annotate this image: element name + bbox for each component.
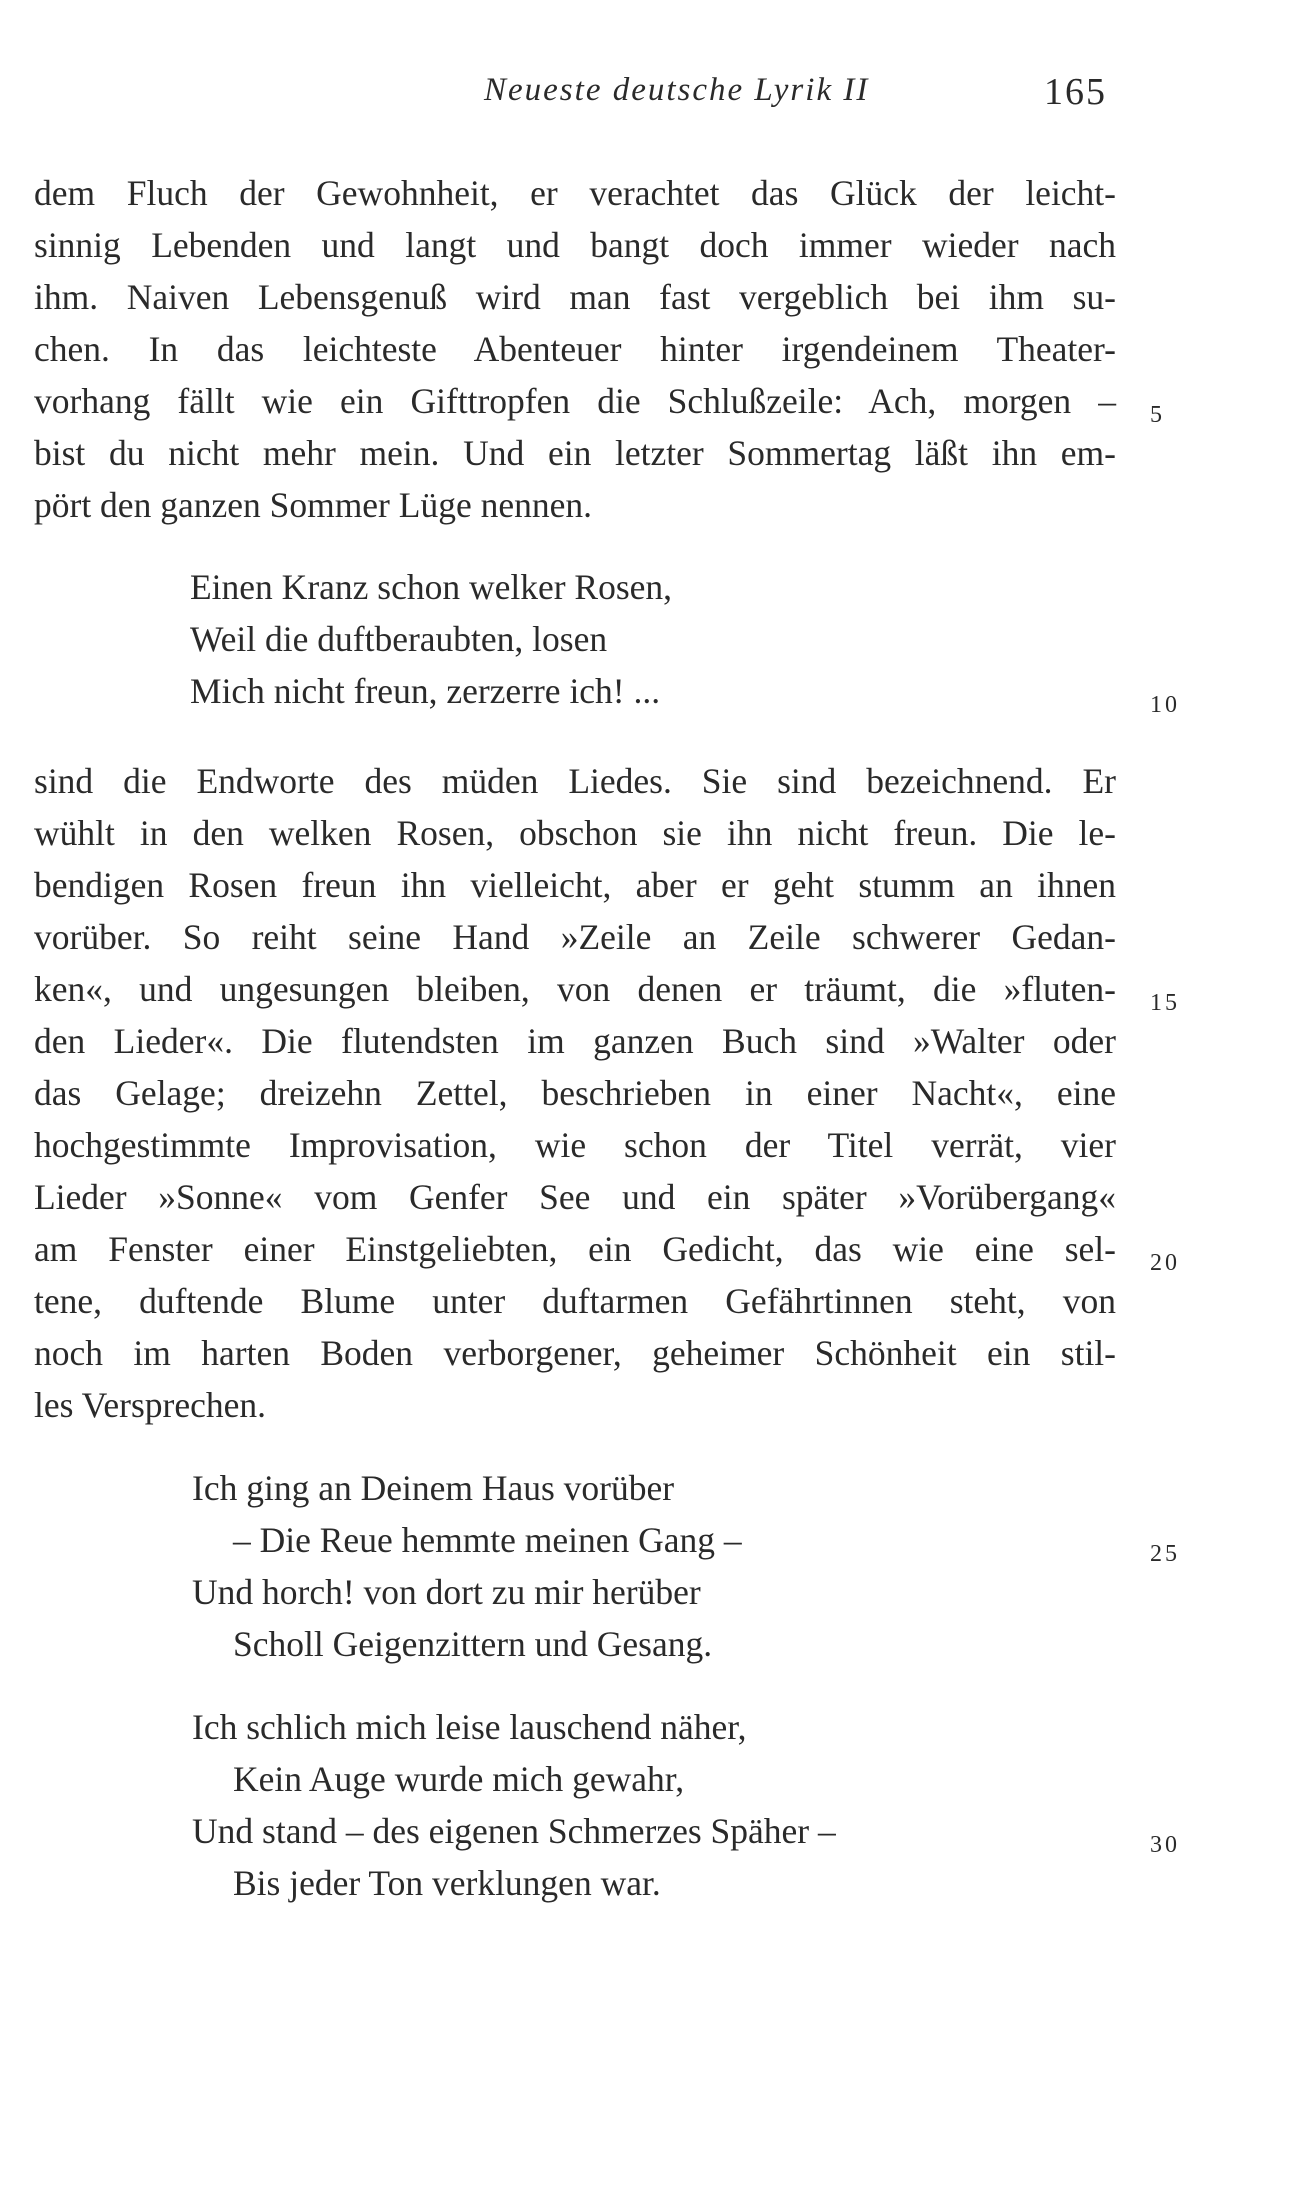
line-number: 25 (1150, 1541, 1180, 1567)
page-number: 165 (1044, 71, 1107, 113)
prose-line: bendigen Rosen freun ihn vielleicht, aber er geht stumm an ihnen (34, 865, 1116, 905)
verse-line: Scholl Geigenzittern und Gesang. (233, 1624, 713, 1664)
running-head: Neueste deutsche Lyrik II (484, 72, 870, 108)
prose-line: vorüber. So reiht seine Hand »Zeile an Zeile schwerer Gedan- (34, 917, 1116, 957)
verse-line: Weil die duftberaubten, losen (190, 619, 608, 659)
verse-line: – Die Reue hemmte meinen Gang – (233, 1520, 742, 1560)
line-number: 10 (1150, 692, 1180, 718)
prose-line: hochgestimmte Improvisation, wie schon der Titel verrät, vier (34, 1125, 1116, 1165)
prose-line: les Versprechen. (34, 1385, 266, 1425)
verse-line: Einen Kranz schon welker Rosen, (190, 567, 673, 607)
prose-line: noch im harten Boden verborgener, geheimer Schönheit ein stil- (34, 1333, 1116, 1373)
line-number: 15 (1150, 990, 1180, 1016)
prose-line: den Lieder«. Die flutendsten im ganzen Buch sind »Walter oder (34, 1021, 1116, 1061)
prose-line: tene, duftende Blume unter duftarmen Gefährtinnen steht, von (34, 1281, 1116, 1321)
prose-line: am Fenster einer Einstgeliebten, ein Gedicht, das wie eine sel- (34, 1229, 1116, 1269)
line-number: 5 (1150, 402, 1165, 428)
prose-line: wühlt in den welken Rosen, obschon sie ihn nicht freun. Die le- (34, 813, 1116, 853)
prose-line: bist du nicht mehr mein. Und ein letzter Sommertag läßt ihn em- (34, 433, 1116, 473)
line-number: 30 (1150, 1832, 1180, 1858)
verse-line: Mich nicht freun, zerzerre ich! ... (190, 671, 661, 711)
prose-line: dem Fluch der Gewohnheit, er verachtet das Glück der leicht- (34, 173, 1116, 213)
prose-line: chen. In das leichteste Abenteuer hinter irgendeinem Theater- (34, 329, 1116, 369)
prose-line: ken«, und ungesungen bleiben, von denen er träumt, die »fluten- (34, 969, 1116, 1009)
verse-line: Ich ging an Deinem Haus vorüber (192, 1468, 675, 1508)
prose-line: sind die Endworte des müden Liedes. Sie sind bezeichnend. Er (34, 761, 1116, 801)
prose-line: sinnig Lebenden und langt und bangt doch immer wieder nach (34, 225, 1116, 265)
line-number: 20 (1150, 1250, 1180, 1276)
verse-line: Ich schlich mich leise lauschend näher, (192, 1707, 747, 1747)
verse-line: Und stand – des eigenen Schmerzes Späher – (192, 1811, 836, 1851)
verse-line: Bis jeder Ton verklungen war. (233, 1863, 661, 1903)
verse-line: Kein Auge wurde mich gewahr, (233, 1759, 685, 1799)
prose-line: pört den ganzen Sommer Lüge nennen. (34, 485, 592, 525)
prose-line: vorhang fällt wie ein Gifttropfen die Schlußzeile: Ach, morgen – (34, 381, 1116, 421)
verse-line: Und horch! von dort zu mir herüber (192, 1572, 701, 1612)
prose-line: das Gelage; dreizehn Zettel, beschrieben in einer Nacht«, eine (34, 1073, 1116, 1113)
prose-line: ihm. Naiven Lebensgenuß wird man fast vergeblich bei ihm su- (34, 277, 1116, 317)
prose-line: Lieder »Sonne« vom Genfer See und ein später »Vorübergang« (34, 1177, 1116, 1217)
